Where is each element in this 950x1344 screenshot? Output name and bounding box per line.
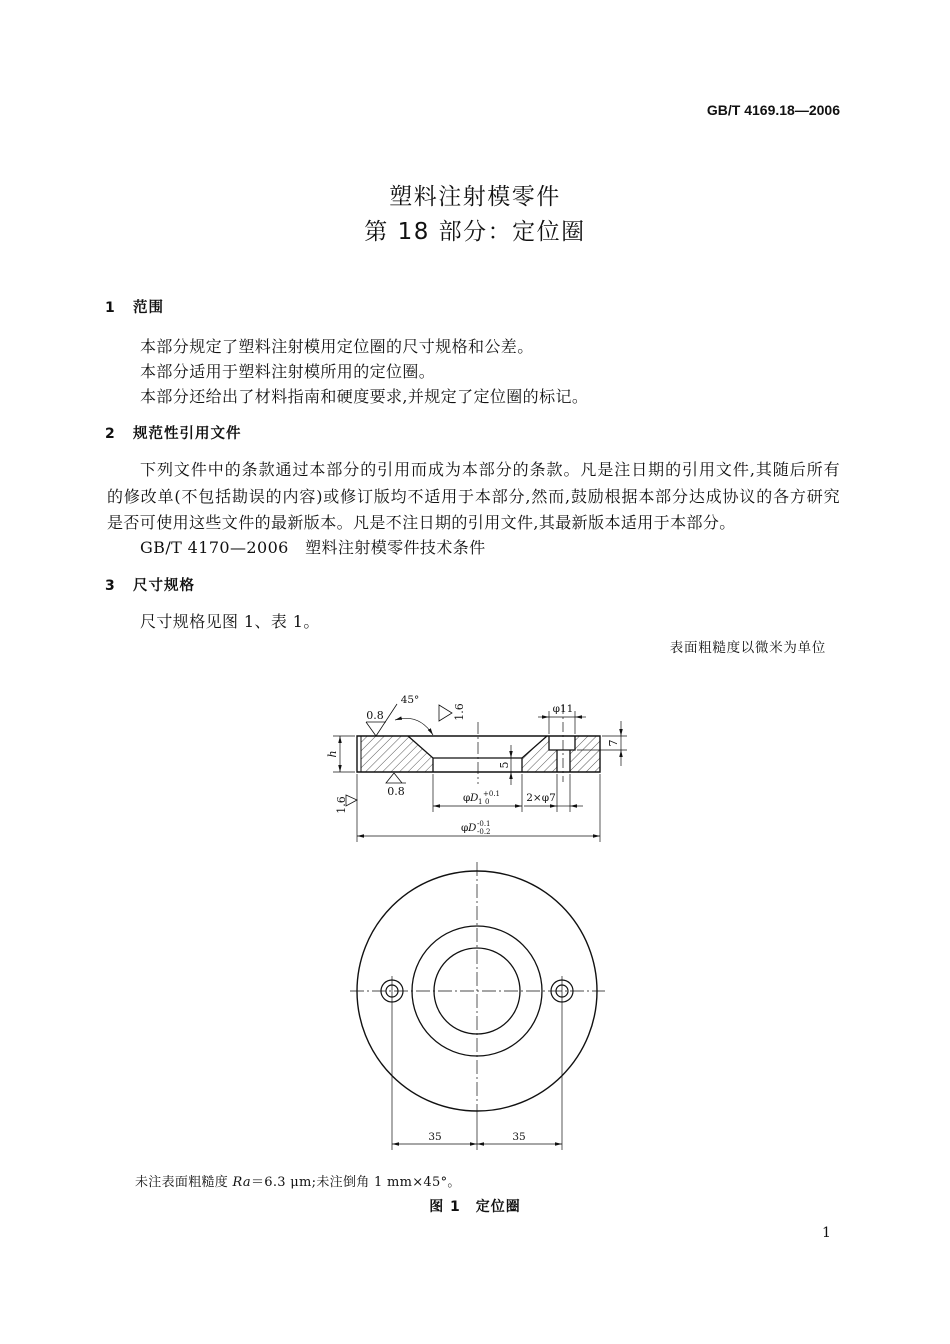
outer-diameter-symbol: φ: [461, 822, 469, 834]
section-view: [357, 704, 600, 784]
roughness-symbol-bottom: [386, 773, 406, 783]
hole-spacing-left-label: 35: [428, 1131, 442, 1143]
bore-length-label: 5: [498, 761, 511, 769]
page-number: 1: [822, 1225, 831, 1241]
section-1-paragraph: 本部分规定了塑料注射模用定位圈的尺寸规格和公差。: [140, 337, 534, 356]
outer-diameter-letter: D: [468, 822, 477, 834]
counterbore-depth-label: 7: [607, 739, 620, 747]
figure-note-suffix: ＝6.3 μm;未注倒角 1 mm×45°。: [250, 1175, 461, 1190]
roughness-side-label: 1.6: [335, 796, 348, 814]
counterbore-edge: [549, 736, 575, 750]
bore-diameter-letter: D: [470, 792, 479, 804]
plan-view: [350, 862, 605, 1112]
section-3-number: 3: [105, 578, 115, 594]
document-title: 塑料注射模零件: [389, 184, 561, 210]
roughness-top-label: 0.8: [366, 709, 384, 722]
section-2-paragraph: [107, 457, 840, 537]
section-2-heading: 规范性引用文件: [133, 426, 242, 442]
section-1-paragraph: 本部分适用于塑料注射模所用的定位圈。: [140, 362, 436, 381]
paragraph-line: 下列文件中的条款通过本部分的引用而成为本部分的条款。凡是注日期的引用文件,其随后所有: [140, 460, 840, 479]
hatch-left: [361, 736, 433, 772]
section-1-number: 1: [105, 300, 115, 316]
counterbore-diameter-label: φ11: [552, 703, 574, 715]
figure-caption: 图 1 定位圈: [429, 1199, 521, 1215]
bore-diameter-upper-tolerance: +0.1: [483, 790, 500, 798]
normative-reference: GB/T 4170—2006 塑料注射模零件技术条件: [140, 538, 486, 557]
hole-diameter-label: 2×φ7: [526, 792, 556, 804]
section-3-heading: 尺寸规格: [133, 578, 195, 594]
section-1-paragraphs: [140, 334, 588, 409]
height-label: h: [326, 750, 339, 758]
figure-note-prefix: 未注表面粗糙度: [135, 1175, 233, 1190]
roughness-symbol-taper: [439, 705, 452, 721]
bore-diameter-lower-tolerance: 0: [485, 798, 490, 806]
figure-note-variable: Ra: [232, 1175, 251, 1190]
paragraph-line: 的修改单(不包括勘误的内容)或修订版均不适用于本部分,然而,鼓励根据本部分达成协议的各方研究: [107, 486, 840, 506]
paragraph-line: 是否可使用这些文件的最新版本。凡是不注日期的引用文件,其最新版本适用于本部分。: [107, 513, 736, 532]
section-1-paragraph: 本部分还给出了材料指南和硬度要求,并规定了定位圈的标记。: [140, 387, 589, 406]
roughness-taper-label: 1.6: [453, 703, 466, 721]
hole-spacing-right-label: 35: [512, 1131, 526, 1143]
figure-1-drawing: [300, 680, 660, 1160]
outer-diameter-upper-tolerance: -0.1: [477, 820, 491, 828]
angle-arc: [395, 718, 433, 735]
roughness-unit-note: 表面粗糙度以微米为单位: [669, 640, 826, 656]
angle-label: 45°: [400, 694, 420, 706]
section-1-heading: 范围: [133, 300, 164, 316]
outer-diameter-lower-tolerance: -0.2: [477, 828, 491, 836]
standard-code: GB/T 4169.18—2006: [706, 102, 840, 118]
section-2-number: 2: [105, 426, 115, 442]
bore-diameter-subscript: 1: [478, 798, 483, 806]
bore-diameter-symbol: φ: [463, 792, 471, 804]
roughness-bottom-label: 0.8: [387, 785, 405, 798]
document-subtitle: 第 18 部分：定位圈: [364, 219, 586, 245]
section-3-paragraph: 尺寸规格见图 1、表 1。: [140, 612, 320, 631]
figure-note: [135, 1174, 461, 1192]
